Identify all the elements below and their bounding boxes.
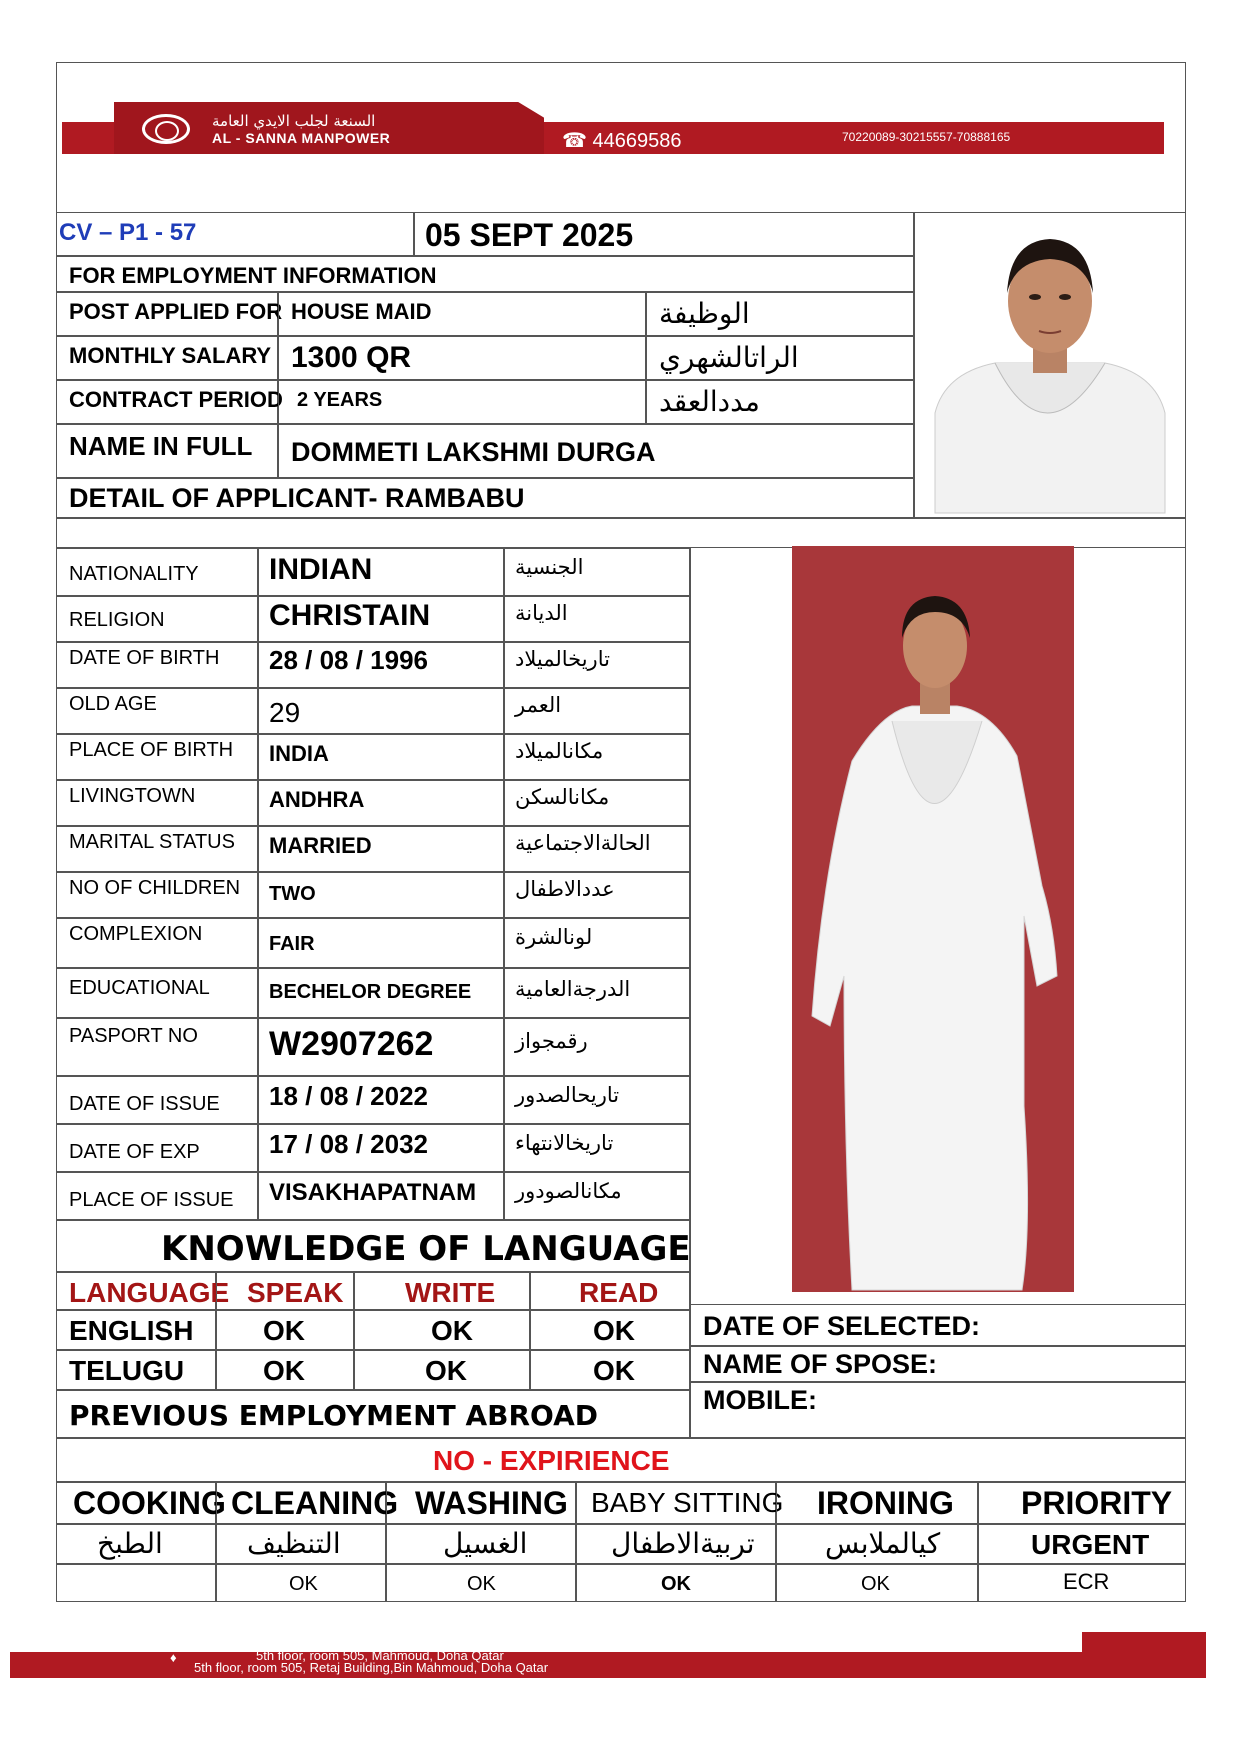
lang-cell: OK [216,1350,354,1390]
previous-employment-title: PREVIOUS EMPLOYMENT ABROAD [69,1399,598,1432]
detail-value-cell: ANDHRA [258,780,504,826]
footer-address-line2: 5th floor, room 505, Retaj Building,Bin Mahmoud, Doha Qatar [194,1660,549,1675]
detail-value-cell: MARRIED [258,826,504,872]
detail-label-cell: DATE OF ISSUE [56,1076,258,1124]
footer-location-icon: ♦ [170,1650,177,1665]
name-label-cell: NAME IN FULL [56,424,278,478]
skill-arabic-cell: التنظيف [216,1524,386,1564]
contract-value-cell: 2 YEARS [278,380,646,424]
company-name-arabic: السنعة لجلب الايدي العامة [212,112,376,130]
full-body-photo [792,546,1074,1292]
skill-header-cell: COOKING [56,1482,216,1524]
skill-arabic-cell: الغسيل [386,1524,576,1564]
spacer-row [56,518,1186,548]
detail-label-cell: PLACE OF ISSUE [56,1172,258,1220]
lang-cell: OK [354,1310,530,1350]
detail-label-cell: NATIONALITY [56,548,258,596]
salary-label-cell: MONTHLY SALARY [56,336,278,380]
skill-value-cell: ECR [978,1564,1186,1602]
detail-label-cell: OLD AGE [56,688,258,734]
cv-date: 05 SEPT 2025 [425,217,634,253]
skill-header-cell: CLEANING [216,1482,386,1524]
skill-value-cell: OK [576,1564,776,1602]
employment-section-title: FOR EMPLOYMENT INFORMATION [56,256,914,292]
spouse-cell: NAME OF SPOSE: [690,1346,1186,1382]
detail-value-cell: W2907262 [258,1018,504,1076]
skill-header-cell: BABY SITTING [576,1482,776,1524]
applicant-detail-cell: DETAIL OF APPLICANT- RAMBABU [56,478,914,518]
company-name-english: AL - SANNA MANPOWER [212,130,391,146]
experience-status: NO - EXPIRIENCE [433,1445,670,1476]
lang-cell: OK [530,1310,690,1350]
language-title-cell [56,1220,690,1272]
detail-arabic-cell: تاريخالميلاد [504,642,690,688]
detail-label-cell: RELIGION [56,596,258,642]
detail-arabic-cell: لونالشرة [504,918,690,968]
detail-label-cell: COMPLEXION [56,918,258,968]
salary-value-cell: 1300 QR [278,336,646,380]
detail-label-cell: DATE OF BIRTH [56,642,258,688]
skill-arabic-cell: تربيةالاطفال [576,1524,776,1564]
detail-arabic-cell: مكانالسكن [504,780,690,826]
detail-arabic-cell: الحالةالاجتماعية [504,826,690,872]
experience-status-cell [56,1438,1186,1482]
detail-arabic-cell: الدرجةالعامية [504,968,690,1018]
footer-bar [10,1648,1206,1678]
portrait-photo-cell [914,212,1186,518]
detail-label-cell: EDUCATIONAL [56,968,258,1018]
detail-arabic-cell: عددالاطفال [504,872,690,918]
portrait-photo [915,213,1185,517]
skill-arabic-cell: كيالملابس [776,1524,978,1564]
skill-value-cell [56,1564,216,1602]
detail-value-cell: 29 [258,688,504,734]
post-label-cell: POST APPLIED FOR [56,292,278,336]
lang-header-cell: SPEAK [216,1272,354,1310]
cv-code: CV – P1 - 57 [59,219,197,246]
detail-arabic-cell: مكانالصودور [504,1172,690,1220]
skill-value-cell: OK [386,1564,576,1602]
detail-value-cell: TWO [258,872,504,918]
lang-cell: OK [216,1310,354,1350]
salary-arabic-cell: الراتالشهري [646,336,914,380]
detail-value-cell: INDIAN [258,548,504,596]
lang-header-cell: LANGUAGE [56,1272,216,1310]
skill-header-cell: PRIORITY [978,1482,1186,1524]
contract-arabic-cell: مددالعقد [646,380,914,424]
skill-arabic-cell: الطبخ [56,1524,216,1564]
detail-value-cell: 17 / 08 / 2032 [258,1124,504,1172]
skill-value-cell: OK [216,1564,386,1602]
detail-value-cell: BECHELOR DEGREE [258,968,504,1018]
detail-arabic-cell: تاريخالانتهاء [504,1124,690,1172]
mobile-numbers: 70220089-30215557-70888165 [842,130,1011,144]
detail-label-cell: DATE OF EXP [56,1124,258,1172]
lang-cell: TELUGU [56,1350,216,1390]
detail-label-cell: MARITAL STATUS [56,826,258,872]
skill-header-cell: WASHING [386,1482,576,1524]
skill-header-cell: IRONING [776,1482,978,1524]
contract-label-cell: CONTRACT PERIOD [56,380,278,424]
detail-label-cell: PLACE OF BIRTH [56,734,258,780]
detail-arabic-cell: الجنسية [504,548,690,596]
detail-value-cell: INDIA [258,734,504,780]
post-value-cell: HOUSE MAID [278,292,646,336]
detail-arabic-cell: مكانالميلاد [504,734,690,780]
priority-cell: URGENT [978,1524,1186,1564]
detail-label-cell: LIVINGTOWN [56,780,258,826]
lang-cell: OK [354,1350,530,1390]
phone-number: ☎ 44669586 [562,130,682,152]
skill-value-cell: OK [776,1564,978,1602]
lang-cell: ENGLISH [56,1310,216,1350]
lang-header-cell: READ [530,1272,690,1310]
detail-arabic-cell: تاريحالصدور [504,1076,690,1124]
name-value-cell: DOMMETI LAKSHMI DURGA [278,424,914,478]
globe-logo-icon [142,114,190,144]
cv-code-cell [56,212,414,256]
detail-value-cell: 28 / 08 / 1996 [258,642,504,688]
detail-value-cell: FAIR [258,918,504,968]
detail-label-cell: NO OF CHILDREN [56,872,258,918]
date-selected-cell: DATE OF SELECTED: [690,1304,1186,1346]
detail-arabic-cell: رقمجواز [504,1018,690,1076]
detail-value-cell: VISAKHAPATNAM [258,1172,504,1220]
detail-label-cell: PASPORT NO [56,1018,258,1076]
lang-header-cell: WRITE [354,1272,530,1310]
detail-value-cell: CHRISTAIN [258,596,504,642]
company-banner [62,100,1164,156]
footer-address-line1: 5th floor, room 505, Mahmoud, Doha Qatar [256,1648,504,1663]
mobile-cell: MOBILE: [690,1382,1186,1438]
lang-cell: OK [530,1350,690,1390]
language-title: KNOWLEDGE OF LANGUAGE [161,1229,691,1269]
detail-arabic-cell: العمر [504,688,690,734]
previous-employment-title-cell [56,1390,690,1438]
cv-date-cell [414,212,914,256]
detail-arabic-cell: الديانة [504,596,690,642]
post-arabic-cell: الوظيفة [646,292,914,336]
detail-value-cell: 18 / 08 / 2022 [258,1076,504,1124]
